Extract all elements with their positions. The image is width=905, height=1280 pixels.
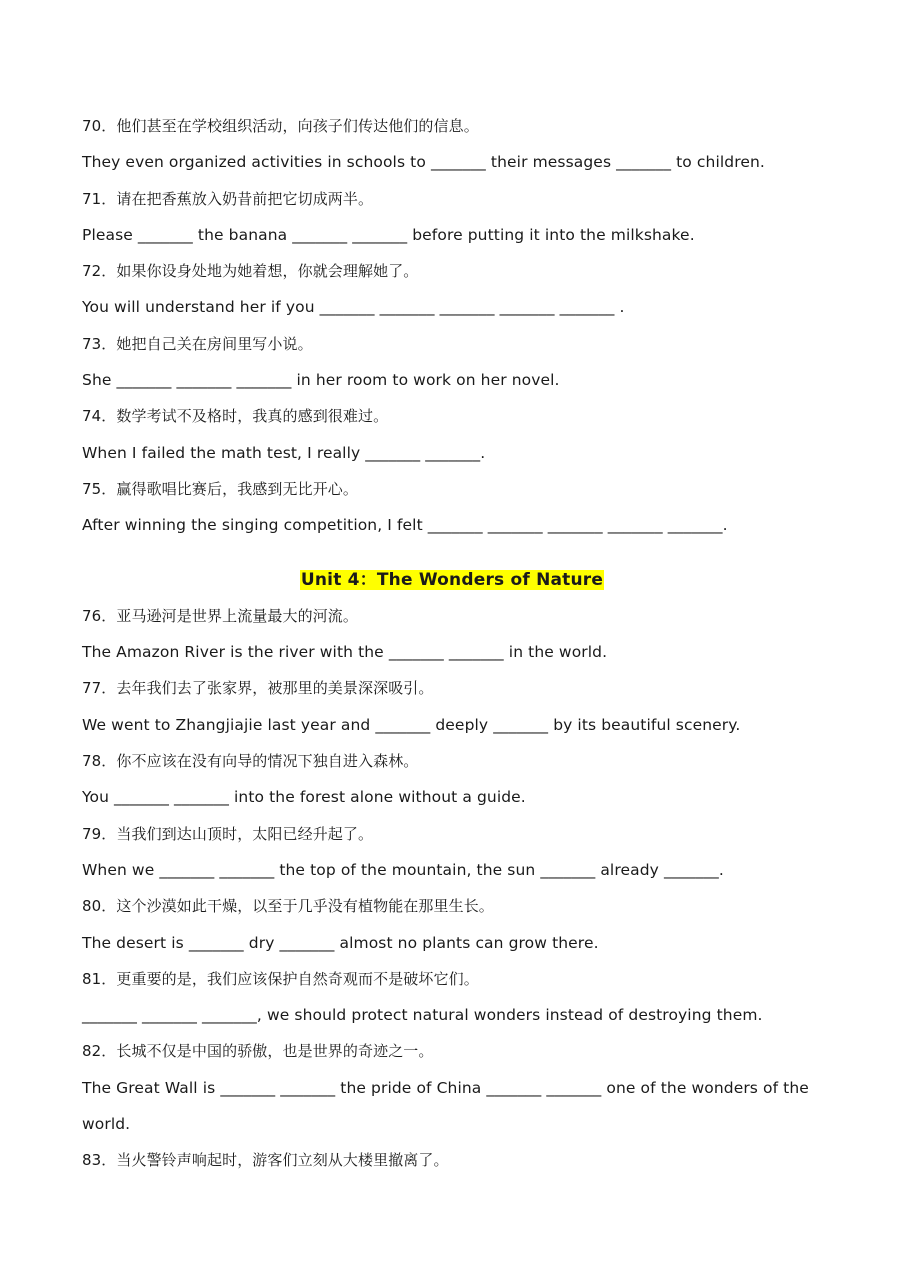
question-73-chinese: 73．她把自己关在房间里写小说。 [82,334,313,353]
question-81-chinese: 81．更重要的是，我们应该保护自然奇观而不是破坏它们。 [82,969,479,988]
question-74-english: When I failed the math test, I really _______ _______. [82,443,486,462]
question-72-chinese: 72．如果你设身处地为她着想，你就会理解她了。 [82,262,419,281]
question-78-english: You _______ _______ into the forest alone without a guide. [82,788,526,807]
question-76-chinese: 76．亚马逊河是世界上流量最大的河流。 [82,606,358,625]
question-77-english: We went to Zhangjiajie last year and _______ deeply _______ by its beautiful scenery. [82,715,741,734]
unit-heading [82,562,822,598]
question-80-english: The desert is _______ dry _______ almost no plants can grow there. [82,933,599,952]
question-71-chinese: 71．请在把香蕉放入奶昔前把它切成两半。 [82,189,374,208]
question-72-english: You will understand her if you _______ _______ _______ _______ _______ . [82,298,625,317]
question-73-english: She _______ _______ _______ in her room to work on her novel. [82,371,560,390]
question-75-english: After winning the singing competition, I felt _______ _______ _______ _______ _______. [82,516,728,535]
question-80-chinese: 80．这个沙漠如此干燥，以至于几乎没有植物能在那里生长。 [82,897,494,916]
question-82-chinese: 82．长城不仅是中国的骄傲，也是世界的奇迹之一。 [82,1042,434,1061]
question-78-chinese: 78．你不应该在没有向导的情况下独自进入森林。 [82,752,419,771]
question-74-chinese: 74．数学考试不及格时，我真的感到很难过。 [82,407,389,426]
question-79-chinese: 79．当我们到达山顶时，太阳已经升起了。 [82,824,374,843]
question-83-chinese: 83．当火警铃声响起时，游客们立刻从大楼里撤离了。 [82,1151,449,1170]
question-81-english: _______ _______ _______, we should protect natural wonders instead of destroying them. [82,1006,763,1025]
section-items-70-75 [82,108,842,544]
question-82-english: The Great Wall is _______ _______ the pride of China _______ _______ one of the wonders of the [82,1078,809,1097]
question-77-chinese: 77．去年我们去了张家界，被那里的美景深深吸引。 [82,679,434,698]
question-75-chinese: 75．赢得歌唱比赛后，我感到无比开心。 [82,479,358,498]
worksheet-page [82,108,842,1179]
question-82-english-continued: world. [82,1115,131,1134]
unit-title: Unit 4：The Wonders of Nature [300,569,604,590]
question-79-english: When we _______ _______ the top of the mountain, the sun _______ already _______. [82,860,724,879]
section-items-76-83 [82,598,842,1179]
question-71-english: Please _______ the banana _______ _______ before putting it into the milkshake. [82,225,695,244]
question-70-english: They even organized activities in schools to _______ their messages _______ to children. [82,153,765,172]
question-76-english: The Amazon River is the river with the _______ _______ in the world. [82,643,608,662]
question-70-chinese: 70．他们甚至在学校组织活动，向孩子们传达他们的信息。 [82,117,479,135]
